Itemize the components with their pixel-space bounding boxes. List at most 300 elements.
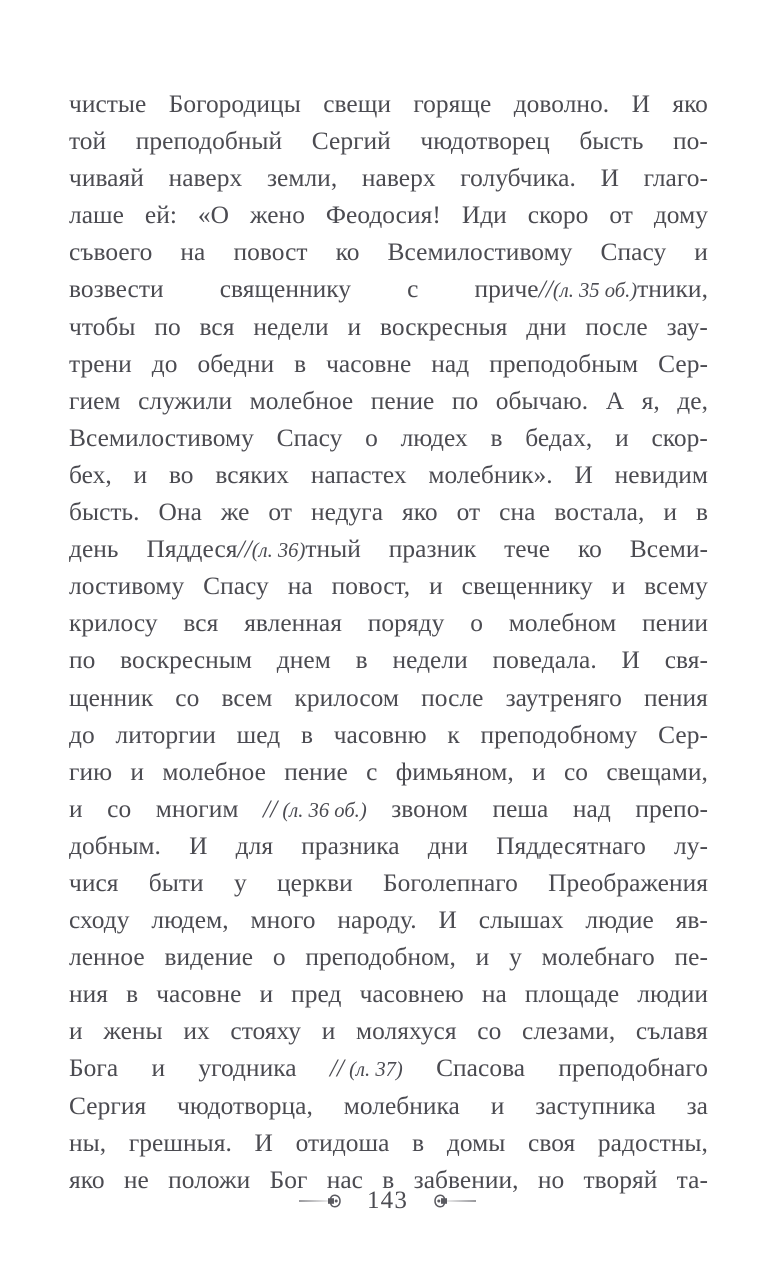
text-run: всяких <box>215 460 290 489</box>
text-word <box>470 605 483 642</box>
text-run: и <box>663 498 677 527</box>
text-word <box>69 939 145 976</box>
text-word <box>504 531 550 568</box>
text-word <box>677 383 708 420</box>
text-run: не <box>123 1165 149 1194</box>
text-run: до <box>69 720 95 749</box>
text-word <box>311 494 383 531</box>
text-word <box>514 86 610 123</box>
text-word <box>420 123 549 160</box>
text-word <box>169 86 301 123</box>
text-run: Иди <box>461 201 507 230</box>
text-word <box>396 754 514 791</box>
text-run: слезами, <box>522 1017 616 1046</box>
text-run: священнику <box>219 275 352 304</box>
text-run: чиваяй <box>69 164 144 193</box>
folio-marker: (л. 36) <box>251 540 306 563</box>
text-run: молебное <box>162 757 266 786</box>
text-word <box>221 494 250 531</box>
text-run: чися <box>69 868 119 897</box>
text-run: обычаю. <box>495 386 589 415</box>
text-run: со <box>175 683 200 712</box>
text-run: свя- <box>664 646 708 675</box>
text-run: крилосом <box>294 683 400 712</box>
text-word <box>336 234 360 271</box>
text-run: доволно. <box>513 90 610 118</box>
text-word <box>644 568 708 605</box>
text-run: в <box>412 1128 425 1157</box>
text-run: глаго- <box>643 164 708 193</box>
text-run: дому <box>653 201 708 230</box>
text-run: преподобным <box>489 349 639 378</box>
text-run: над <box>572 794 611 823</box>
text-run: жены <box>103 1017 163 1046</box>
text-word <box>130 754 144 791</box>
text-word <box>291 976 341 1013</box>
text-word <box>601 234 667 271</box>
text-run: возвести <box>69 275 164 304</box>
text-word <box>489 346 638 383</box>
text-word <box>360 976 464 1013</box>
text-run: площаде <box>524 980 620 1009</box>
text-run: дни <box>427 831 468 860</box>
text-run: сълавя <box>635 1017 708 1046</box>
text-run: после <box>585 312 648 341</box>
text-run: служили <box>138 386 233 415</box>
text-run: нас <box>326 1165 363 1194</box>
text-run: народу. <box>337 906 417 935</box>
text-word <box>401 420 468 457</box>
text-word <box>244 605 342 642</box>
text-run: и <box>151 1054 166 1083</box>
text-run: много <box>250 906 316 935</box>
text-word <box>452 383 478 420</box>
text-run: лаше <box>69 201 124 230</box>
text-run: «О <box>197 201 230 230</box>
text-run: над <box>431 349 470 378</box>
text-line <box>69 531 708 568</box>
text-word <box>574 457 592 494</box>
text-word <box>506 680 622 717</box>
text-word <box>675 939 708 976</box>
text-word <box>326 197 441 234</box>
text-word <box>330 1050 403 1089</box>
text-line <box>69 680 708 717</box>
text-run: людем, <box>151 906 229 935</box>
text-run: тече <box>504 535 551 564</box>
text-run: ния <box>69 980 109 1009</box>
text-run: о <box>470 609 483 638</box>
text-word <box>151 902 228 939</box>
text-word <box>165 939 254 976</box>
text-word <box>198 197 229 234</box>
text-word <box>429 568 443 605</box>
text-run: чистые <box>69 90 147 118</box>
text-word <box>391 791 468 828</box>
text-line <box>69 642 708 679</box>
text-run: дни <box>526 312 567 341</box>
text-run: бедах, <box>525 423 593 452</box>
text-word <box>69 457 112 494</box>
text-word <box>301 828 399 865</box>
text-run: и <box>130 757 145 786</box>
text-run: по- <box>673 127 708 156</box>
text-run: свещеннику <box>461 572 593 601</box>
text-word <box>687 1088 708 1125</box>
text-run: преподобному <box>480 720 638 749</box>
text-word <box>542 939 655 976</box>
text-word <box>663 494 677 531</box>
text-run: Бога <box>69 1054 119 1083</box>
text-word <box>479 902 564 939</box>
text-word <box>169 160 243 197</box>
text-word <box>413 86 491 123</box>
text-run: пеша <box>492 794 549 823</box>
text-run: наверх <box>168 164 243 193</box>
text-run: И <box>254 1128 273 1157</box>
text-word <box>253 309 328 346</box>
text-run: слышах <box>478 906 564 935</box>
text-run: молебнаго <box>541 943 655 972</box>
text-run: отидоша <box>295 1128 390 1157</box>
text-word <box>221 680 272 717</box>
text-run: Бог <box>269 1165 308 1194</box>
text-word <box>183 1013 209 1050</box>
text-run: преподобный <box>135 127 283 156</box>
text-word <box>496 828 646 865</box>
text-run: востала, <box>554 498 645 527</box>
text-line <box>69 271 708 308</box>
text-run: свещами, <box>606 757 708 786</box>
text-run: заступника <box>535 1091 656 1120</box>
text-run: стояху <box>230 1017 302 1046</box>
text-word <box>412 1125 424 1162</box>
text-run: видение <box>164 943 254 972</box>
text-word <box>69 976 108 1013</box>
text-word <box>676 902 708 939</box>
text-run: пении <box>642 609 708 638</box>
text-line <box>69 1088 708 1125</box>
text-word <box>558 1050 708 1087</box>
text-run: поведала. <box>492 646 597 675</box>
text-word <box>69 383 121 420</box>
text-word <box>146 531 360 570</box>
text-word <box>250 383 354 420</box>
text-run: я, <box>641 386 660 415</box>
text-word <box>69 531 119 568</box>
text-run: со <box>563 757 589 786</box>
folio-break-slashes: // <box>329 1054 345 1083</box>
text-run: зау- <box>666 312 708 341</box>
text-run: де, <box>677 386 708 415</box>
text-word <box>496 383 588 420</box>
text-word <box>482 976 507 1013</box>
text-run: людех <box>400 423 468 452</box>
text-word <box>107 791 131 828</box>
text-word <box>215 457 289 494</box>
text-line <box>69 309 708 346</box>
text-line <box>69 865 708 902</box>
text-run: препо- <box>635 794 708 823</box>
text-word <box>69 494 140 531</box>
text-run: пение <box>370 386 435 415</box>
text-run: их <box>183 1017 210 1046</box>
text-run: и <box>321 1017 336 1046</box>
text-run: ленное <box>69 943 145 972</box>
text-run: заутреняго <box>505 683 622 712</box>
text-word <box>447 1125 505 1162</box>
text-word <box>622 642 640 679</box>
text-run: и <box>490 1091 505 1120</box>
text-run: церкви <box>276 868 353 897</box>
text-word <box>371 383 435 420</box>
body-text <box>69 86 708 1199</box>
text-run: ны, <box>69 1128 107 1157</box>
text-word <box>612 568 626 605</box>
text-run: А <box>605 386 625 415</box>
text-word <box>250 902 315 939</box>
text-word <box>347 309 361 346</box>
text-run: И <box>621 646 640 675</box>
text-line <box>69 1050 708 1087</box>
text-word <box>526 309 566 346</box>
text-word <box>234 865 247 902</box>
text-run: голубчика. <box>460 164 576 193</box>
text-run: Пяддеся <box>146 535 238 564</box>
text-run: у <box>233 868 247 897</box>
text-run: и <box>694 238 708 267</box>
text-run: бысть. <box>69 498 140 527</box>
text-word <box>585 309 647 346</box>
text-word <box>332 568 411 605</box>
text-run: с <box>366 757 378 786</box>
text-run: молебном <box>508 609 617 638</box>
text-word <box>490 420 502 457</box>
text-word <box>69 1088 146 1125</box>
text-run: гию <box>69 757 113 786</box>
text-run: Спасу <box>600 238 667 267</box>
text-word <box>431 346 469 383</box>
text-run: и <box>615 423 629 452</box>
text-word <box>103 1013 162 1050</box>
text-word <box>69 86 146 123</box>
text-run: Спасу <box>276 423 343 452</box>
text-line <box>69 976 708 1013</box>
text-word <box>492 791 548 828</box>
text-line <box>69 717 708 754</box>
text-run: часовню <box>333 720 427 749</box>
text-word <box>69 605 158 642</box>
text-run: в <box>382 1165 395 1194</box>
text-word <box>528 1125 575 1162</box>
text-line <box>69 902 708 939</box>
text-run: грешныя. <box>128 1128 232 1157</box>
text-word <box>606 383 624 420</box>
text-word <box>129 1125 232 1162</box>
text-run: людие <box>585 906 654 935</box>
text-run: в <box>294 349 307 378</box>
text-line <box>69 457 708 494</box>
text-run: бысть <box>579 127 644 156</box>
text-run: яв- <box>675 906 708 935</box>
text-word <box>149 865 204 902</box>
text-run: яко <box>402 498 438 527</box>
text-word <box>69 642 95 679</box>
text-word <box>477 1013 501 1050</box>
text-word <box>156 791 239 828</box>
text-run: Феодосия! <box>325 201 441 230</box>
text-word <box>436 1050 525 1087</box>
text-run: лу- <box>673 831 708 860</box>
text-word <box>183 605 218 642</box>
text-word <box>579 123 643 160</box>
text-word <box>462 568 593 605</box>
text-run: ко <box>578 535 602 564</box>
text-line <box>69 86 708 123</box>
text-run: трени <box>69 349 132 378</box>
text-run: и <box>532 757 546 786</box>
text-run: скоро <box>527 201 589 230</box>
text-word <box>356 1013 457 1050</box>
text-line <box>69 234 708 271</box>
text-word <box>525 976 619 1013</box>
text-run: пред <box>291 980 342 1009</box>
text-word <box>644 680 708 717</box>
text-run: Боголепнаго <box>383 868 518 897</box>
text-word <box>69 865 119 902</box>
text-run: пе- <box>674 943 708 972</box>
text-run: часовнею <box>359 980 464 1009</box>
text-run: в <box>695 498 708 527</box>
text-run: обедни <box>197 349 275 378</box>
text-run: земли, <box>266 164 338 193</box>
text-run: часовне <box>326 349 412 378</box>
text-run: сходу <box>69 906 130 935</box>
text-run: в <box>126 980 139 1009</box>
text-word <box>368 605 445 642</box>
text-run: же <box>220 498 250 527</box>
text-run: гием <box>69 386 121 415</box>
text-word <box>267 160 337 197</box>
text-run: забвении, <box>413 1165 519 1194</box>
text-word <box>598 1125 708 1162</box>
text-line <box>69 383 708 420</box>
text-word <box>288 568 313 605</box>
text-word <box>421 680 483 717</box>
text-run: на <box>180 238 206 267</box>
text-run: сна <box>499 498 536 527</box>
text-run: ко <box>335 238 360 267</box>
text-word <box>535 1088 656 1125</box>
text-word <box>180 234 205 271</box>
text-run: шед <box>236 720 281 749</box>
text-word <box>134 457 148 494</box>
folio-marker: (л. 37) <box>344 1059 403 1082</box>
text-word <box>606 754 708 791</box>
text-run: празника <box>301 831 400 860</box>
text-word <box>457 494 481 531</box>
text-run: от <box>456 498 481 527</box>
text-word <box>509 605 617 642</box>
text-run: приче <box>474 275 539 304</box>
text-word <box>674 828 708 865</box>
text-word <box>481 717 638 754</box>
text-run: Сер- <box>658 349 708 378</box>
text-word <box>522 1013 615 1050</box>
text-word <box>696 494 708 531</box>
text-run: Всемилостивому <box>387 238 573 267</box>
text-word <box>152 346 178 383</box>
text-word <box>609 197 633 234</box>
text-run: Преображения <box>548 868 708 897</box>
text-run: воскресныя <box>379 312 508 341</box>
text-word <box>667 309 708 346</box>
text-run: съвоего <box>69 238 153 267</box>
text-word <box>564 754 588 791</box>
text-run: крилосу <box>69 609 158 638</box>
text-word <box>642 383 660 420</box>
text-word <box>439 902 457 939</box>
text-word <box>694 234 708 271</box>
text-word <box>69 160 144 197</box>
text-word <box>69 568 184 605</box>
text-run: и <box>133 460 148 489</box>
text-word <box>296 1125 390 1162</box>
text-run: Она <box>158 498 202 527</box>
text-word <box>476 939 490 976</box>
text-word <box>615 457 708 494</box>
text-run: в <box>355 646 368 675</box>
text-run: моляхуся <box>356 1017 457 1046</box>
leaf-ornament-right-icon <box>421 1192 477 1210</box>
text-word <box>145 197 177 234</box>
text-run: молебное <box>249 386 354 415</box>
text-line <box>69 1013 708 1050</box>
text-word <box>380 309 507 346</box>
text-word <box>388 234 573 271</box>
text-run: положи <box>168 1165 251 1194</box>
text-word <box>658 346 708 383</box>
text-run: после <box>421 683 484 712</box>
text-word <box>601 160 619 197</box>
text-word <box>428 457 552 494</box>
text-word <box>499 494 535 531</box>
text-word <box>259 976 273 1013</box>
text-word <box>120 642 252 679</box>
text-run: но <box>537 1165 565 1194</box>
text-word <box>509 939 522 976</box>
text-word <box>69 234 152 271</box>
text-word <box>69 791 83 828</box>
text-run: наверх <box>361 164 436 193</box>
text-line <box>69 123 708 160</box>
text-run: скор- <box>651 423 708 452</box>
text-word <box>548 865 708 902</box>
text-word <box>665 642 708 679</box>
text-word <box>230 1013 301 1050</box>
text-word <box>493 642 597 679</box>
text-run: добным. <box>69 831 161 860</box>
folio-break-slashes: // <box>538 275 553 304</box>
text-run: от <box>268 498 292 527</box>
text-word <box>630 531 708 568</box>
text-word <box>115 717 215 754</box>
text-word <box>635 791 708 828</box>
text-word <box>154 309 180 346</box>
folio-break-slashes: // <box>263 794 278 823</box>
text-run: со <box>477 1017 502 1046</box>
text-run: в <box>300 720 313 749</box>
